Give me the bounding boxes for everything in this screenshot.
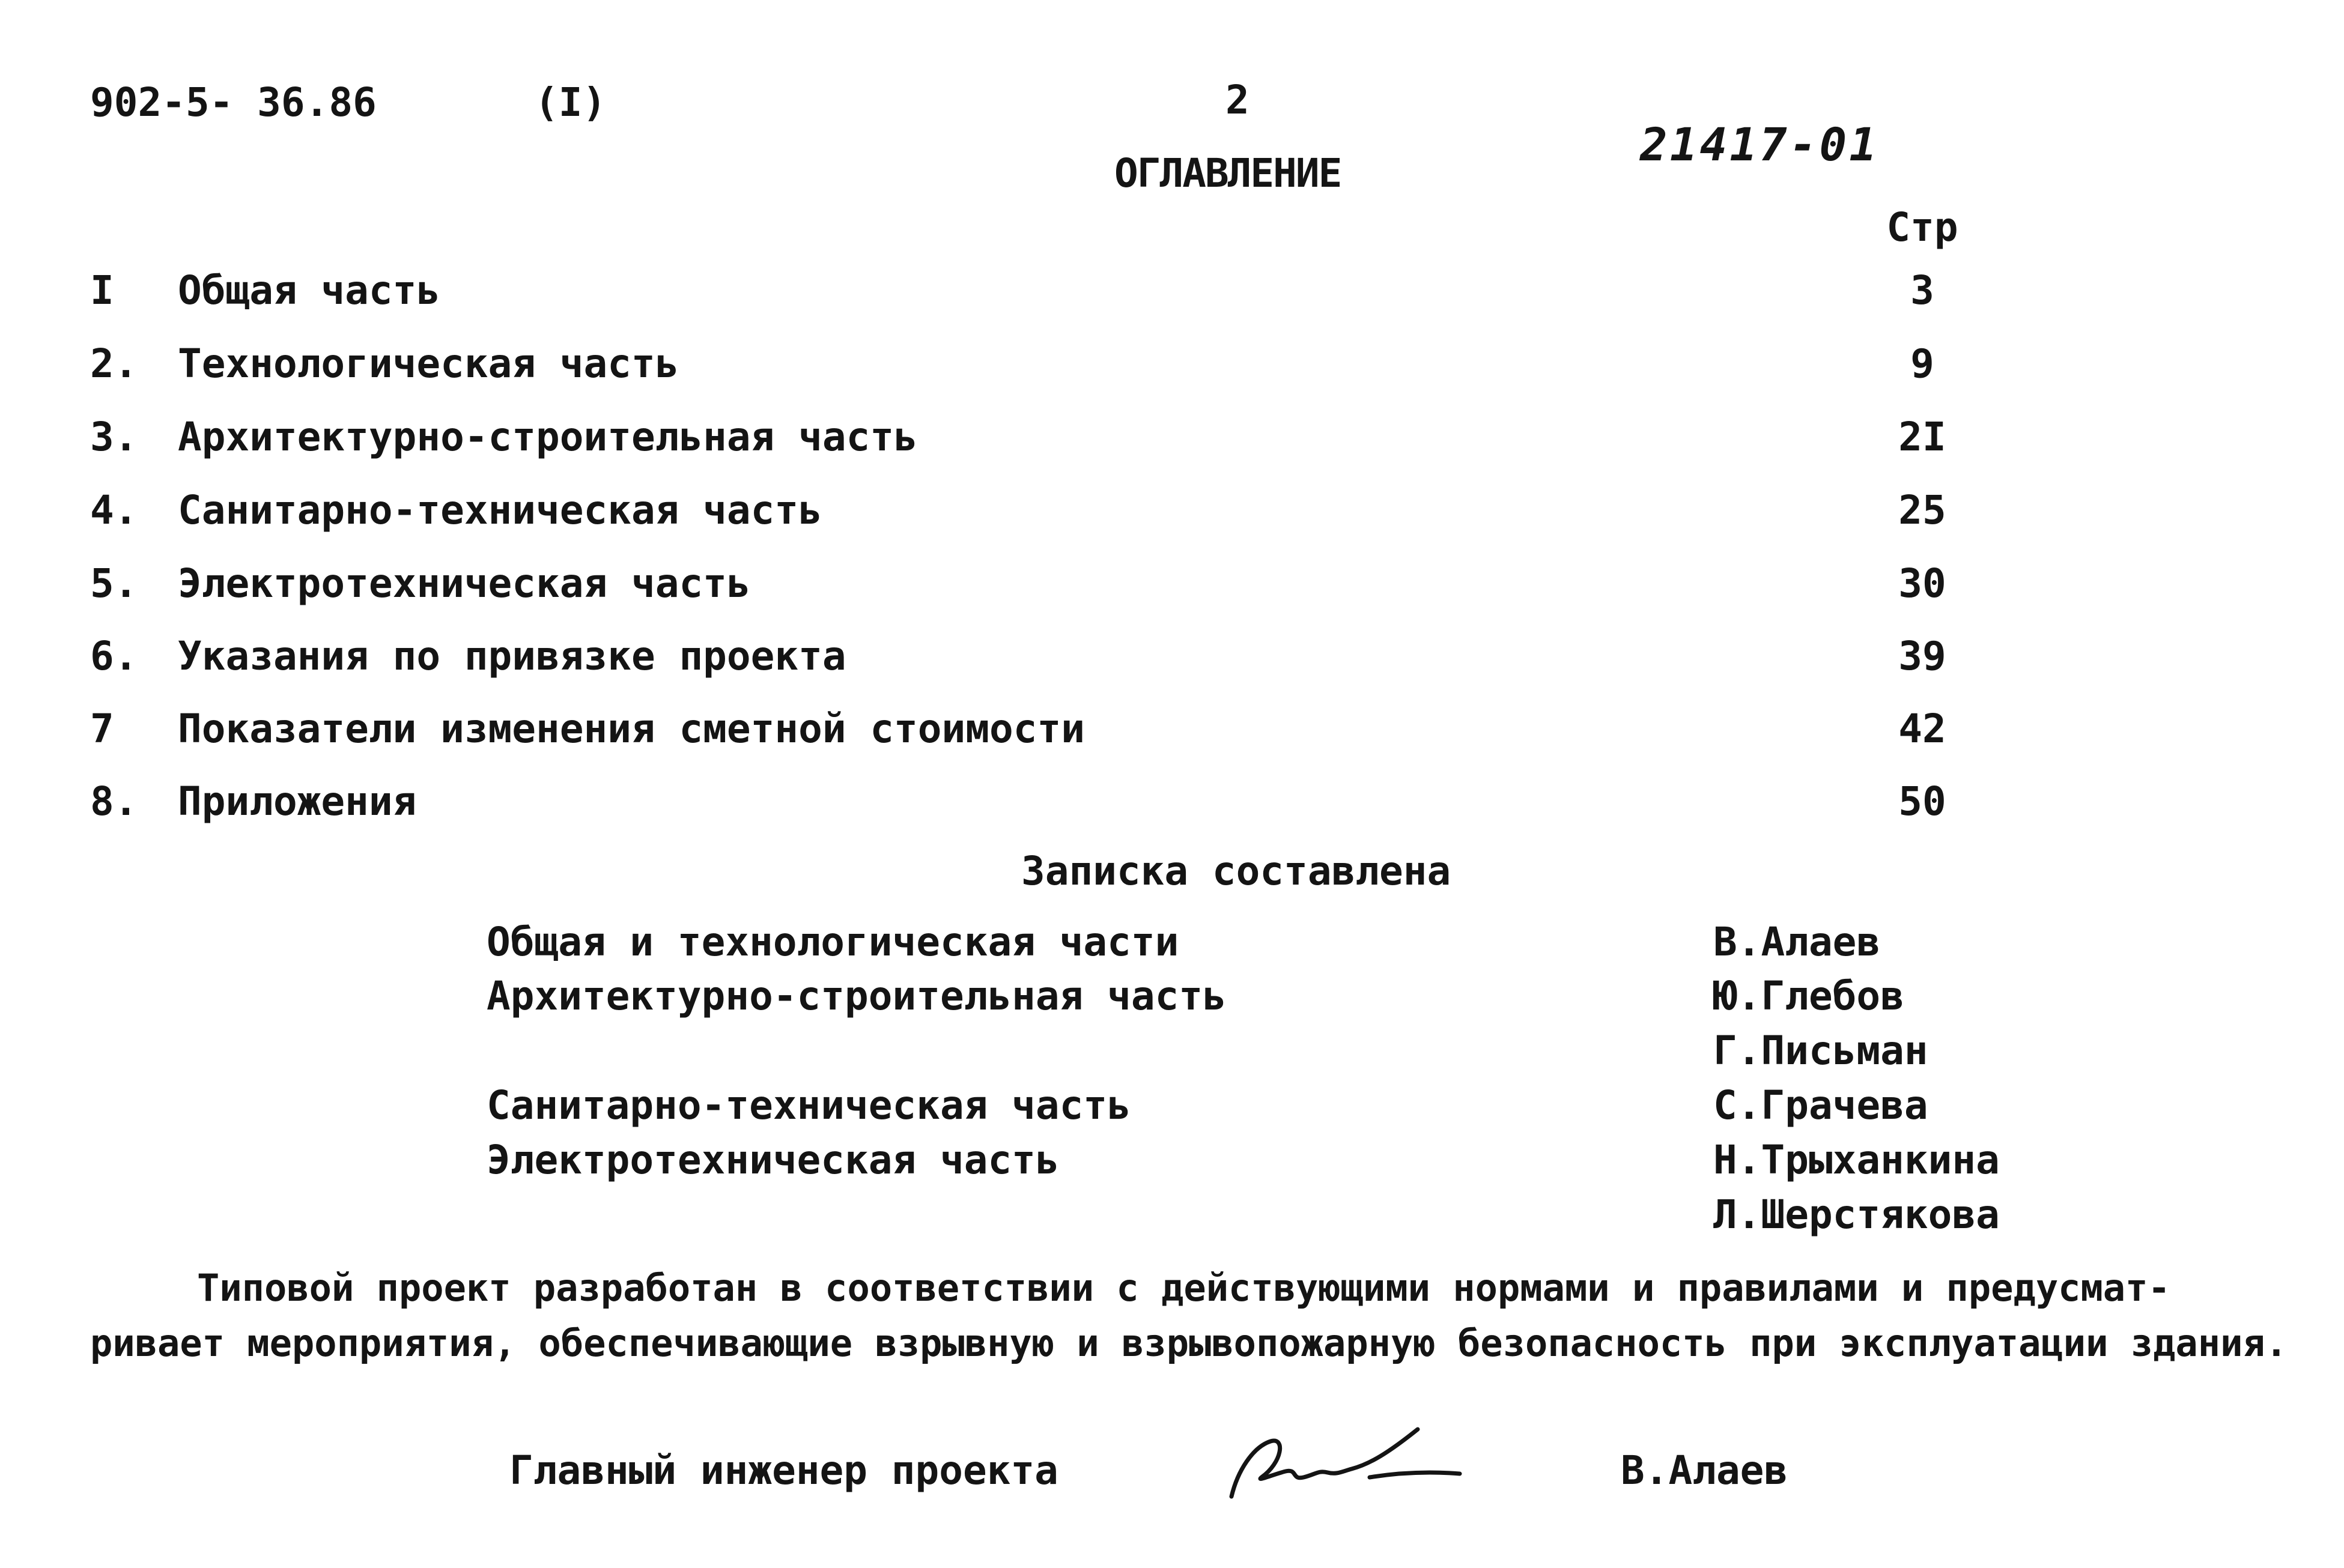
toc-item-number: 3. <box>90 414 138 460</box>
toc-item-number: 5. <box>90 560 138 607</box>
signoff-name: В.Алаев <box>1621 1447 1788 1494</box>
document-part: (I) <box>535 79 607 126</box>
toc-item-label: Архитектурно-строительная часть <box>178 414 918 460</box>
authors-heading: Записка составлена <box>1021 848 1451 894</box>
author-name: В.Алаев <box>1713 919 1881 965</box>
toc-item-number: 8. <box>90 778 138 825</box>
toc-item-number: 7 <box>90 706 114 752</box>
statement-line: Типовой проект разработан в соответствии с действующими нормами и правилами и предусмат- <box>197 1266 2170 1310</box>
toc-page-column-header: Стр <box>1886 204 1958 250</box>
toc-item-page: 2I <box>1898 414 1946 460</box>
toc-item-number: 2. <box>90 341 138 387</box>
toc-item-label: Указания по привязке проекта <box>178 633 846 679</box>
signature-icon <box>1219 1417 1472 1507</box>
author-name: Г.Письман <box>1713 1028 1928 1074</box>
toc-item-label: Приложения <box>178 778 417 825</box>
page-number: 2 <box>1225 77 1249 123</box>
author-name: Н.Трыханкина <box>1713 1137 2000 1183</box>
toc-item-label: Технологическая часть <box>178 341 679 387</box>
statement-line: ривает мероприятия, обеспечивающие взрывную и взрывопожарную безопасность при эксплуатации здания. <box>90 1321 2288 1365</box>
toc-item-page: 42 <box>1898 706 1946 752</box>
author-name: Л.Шерстякова <box>1713 1191 2000 1238</box>
author-name: С.Грачева <box>1713 1082 1928 1128</box>
signoff-role: Главный инженер проекта <box>509 1447 1058 1494</box>
toc-item-page: 3 <box>1910 267 1934 313</box>
toc-item-label: Общая часть <box>178 267 441 313</box>
toc-item-label: Санитарно-техническая часть <box>178 487 822 533</box>
author-section: Архитектурно-строительная часть <box>487 973 1227 1019</box>
toc-item-number: 4. <box>90 487 138 533</box>
inventory-number: 21417-01 <box>1640 118 1880 171</box>
toc-item-page: 50 <box>1898 778 1946 825</box>
author-section: Общая и технологическая части <box>487 919 1179 965</box>
toc-item-number: I <box>90 267 114 313</box>
author-name: Ю.Глебов <box>1713 973 1904 1019</box>
toc-item-label: Электротехническая часть <box>178 560 751 607</box>
toc-item-page: 25 <box>1898 487 1946 533</box>
toc-item-page: 30 <box>1898 560 1946 607</box>
page-title: ОГЛАВЛЕНИЕ <box>1114 150 1341 196</box>
toc-item-label: Показатели изменения сметной стоимости <box>178 706 1085 752</box>
toc-item-page: 39 <box>1898 633 1946 679</box>
document-designation: 902-5- 36.86 <box>90 79 377 126</box>
author-section: Электротехническая часть <box>487 1137 1060 1183</box>
toc-item-page: 9 <box>1910 341 1934 387</box>
toc-item-number: 6. <box>90 633 138 679</box>
author-section: Санитарно-техническая часть <box>487 1082 1131 1128</box>
